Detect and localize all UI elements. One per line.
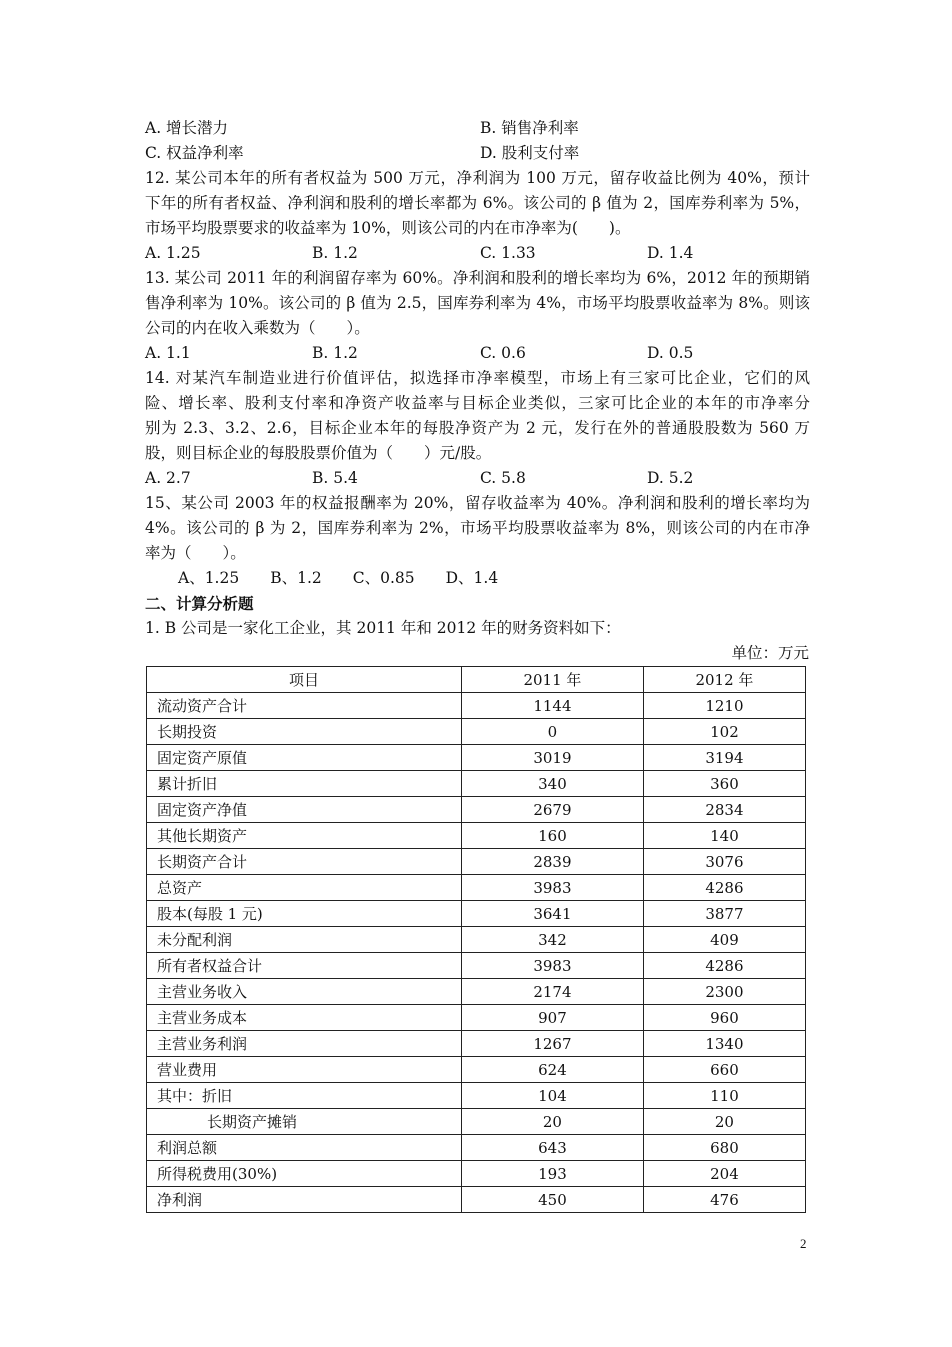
- row-label: 股本(每股 1 元): [147, 901, 462, 927]
- row-label: 其他长期资产: [147, 823, 462, 849]
- value-2011: 3641: [461, 901, 643, 927]
- row-label: 总资产: [147, 875, 462, 901]
- row-label: 利润总额: [147, 1135, 462, 1161]
- value-2011: 1267: [461, 1031, 643, 1057]
- value-2011: 1144: [461, 693, 643, 719]
- value-2011: 104: [461, 1083, 643, 1109]
- q13-line-1: 13. 某公司 2011 年的利润留存率为 60%。净利润和股利的增长率均为 6%，2012 年的预期销: [145, 269, 810, 287]
- table-row: [147, 719, 806, 745]
- q11-option-d: D. 股利支付率: [480, 144, 580, 162]
- q15-line-1: 15、某公司 2003 年的权益报酬率为 20%，留存收益率为 40%。净利润和股利的增长率均为: [145, 494, 810, 512]
- value-2012: 3076: [643, 849, 805, 875]
- q12-option-a: A. 1.25: [145, 244, 201, 262]
- row-label: 其中：折旧: [147, 1083, 462, 1109]
- table-row: [147, 1083, 806, 1109]
- q14-line-4: 股，则目标企业的每股股票价值为（ ）元/股。: [145, 444, 492, 462]
- q13-line-2: 售净利率为 10%。该公司的 β 值为 2.5，国库券利率为 4%，市场平均股票收益率为 8%。则该: [145, 294, 810, 312]
- q13-option-d: D. 0.5: [647, 344, 694, 362]
- q12-option-d: D. 1.4: [647, 244, 694, 262]
- financial-table: [146, 666, 806, 1213]
- value-2012: 360: [643, 771, 805, 797]
- value-2012: 409: [643, 927, 805, 953]
- table-row: [147, 1031, 806, 1057]
- table-row: [147, 1005, 806, 1031]
- value-2011: 20: [461, 1109, 643, 1135]
- q12-line-2: 下年的所有者权益、净利润和股利的增长率都为 6%。该公司的 β 值为 2，国库券利率为 5%，: [145, 194, 810, 212]
- q13-line-3: 公司的内在收入乘数为（ ）。: [145, 319, 370, 337]
- value-2012: 680: [643, 1135, 805, 1161]
- value-2012: 3877: [643, 901, 805, 927]
- row-label: 未分配利润: [147, 927, 462, 953]
- value-2012: 2300: [643, 979, 805, 1005]
- header-item: 项目: [147, 667, 462, 693]
- header-2012: 2012 年: [643, 667, 805, 693]
- table-row: [147, 797, 806, 823]
- q14-line-1: 14. 对某汽车制造业进行价值评估，拟选择市净率模型，市场上有三家可比企业，它们的风: [145, 369, 810, 387]
- table-row: [147, 771, 806, 797]
- q14-option-c: C. 5.8: [480, 469, 526, 487]
- q12-line-3: 市场平均股票要求的收益率为 10%，则该公司的内在市净率为( )。: [145, 219, 631, 237]
- row-label: 所有者权益合计: [147, 953, 462, 979]
- value-2012: 4286: [643, 953, 805, 979]
- value-2012: 1340: [643, 1031, 805, 1057]
- row-label: 流动资产合计: [147, 693, 462, 719]
- value-2012: 140: [643, 823, 805, 849]
- q15-line-3: 率为（ ）。: [145, 544, 246, 562]
- q14-option-d: D. 5.2: [647, 469, 694, 487]
- value-2011: 340: [461, 771, 643, 797]
- header-2011: 2011 年: [461, 667, 643, 693]
- value-2012: 20: [643, 1109, 805, 1135]
- q12-option-c: C. 1.33: [480, 244, 536, 262]
- table-row: [147, 927, 806, 953]
- row-label: 主营业务成本: [147, 1005, 462, 1031]
- row-label: 所得税费用(30%): [147, 1161, 462, 1187]
- table-row: [147, 1161, 806, 1187]
- q14-option-b: B. 5.4: [312, 469, 358, 487]
- row-label: 长期资产摊销: [147, 1109, 462, 1135]
- problem-1-intro: 1. B 公司是一家化工企业，其 2011 年和 2012 年的财务资料如下：: [145, 619, 621, 637]
- unit-label: 单位：万元: [731, 644, 809, 662]
- q13-option-b: B. 1.2: [312, 344, 358, 362]
- row-label: 累计折旧: [147, 771, 462, 797]
- q13-option-c: C. 0.6: [480, 344, 526, 362]
- table-row: [147, 953, 806, 979]
- row-label: 营业费用: [147, 1057, 462, 1083]
- value-2012: 3194: [643, 745, 805, 771]
- value-2011: 3019: [461, 745, 643, 771]
- value-2011: 342: [461, 927, 643, 953]
- section-heading: 二、计算分析题: [145, 594, 254, 613]
- table-row: [147, 849, 806, 875]
- value-2011: 3983: [461, 875, 643, 901]
- q14-line-2: 险、增长率、股利支付率和净资产收益率与目标企业类似，三家可比企业的本年的市净率分: [145, 394, 810, 412]
- table-row: [147, 1135, 806, 1161]
- q11-option-c: C. 权益净利率: [145, 144, 244, 162]
- page-number: 2: [800, 1236, 807, 1251]
- row-label: 主营业务利润: [147, 1031, 462, 1057]
- value-2011: 2174: [461, 979, 643, 1005]
- q12-option-b: B. 1.2: [312, 244, 358, 262]
- value-2011: 643: [461, 1135, 643, 1161]
- q11-option-a: A. 增长潜力: [145, 119, 229, 137]
- row-label: 固定资产原值: [147, 745, 462, 771]
- value-2011: 0: [461, 719, 643, 745]
- value-2011: 907: [461, 1005, 643, 1031]
- row-label: 长期投资: [147, 719, 462, 745]
- value-2012: 204: [643, 1161, 805, 1187]
- table-row: [147, 901, 806, 927]
- value-2011: 2679: [461, 797, 643, 823]
- table-row: [147, 1187, 806, 1213]
- table-row: [147, 979, 806, 1005]
- value-2012: 2834: [643, 797, 805, 823]
- q14-line-3: 别为 2.3、3.2、2.6，目标企业本年的每股净资产为 2 元，发行在外的普通股股数为 560 万: [145, 419, 810, 437]
- value-2012: 960: [643, 1005, 805, 1031]
- q13-option-a: A. 1.1: [145, 344, 191, 362]
- row-label: 主营业务收入: [147, 979, 462, 1005]
- value-2011: 3983: [461, 953, 643, 979]
- value-2011: 624: [461, 1057, 643, 1083]
- value-2012: 102: [643, 719, 805, 745]
- q15-options: A、1.25 B、1.2 C、0.85 D、1.4: [178, 569, 499, 587]
- row-label: 长期资产合计: [147, 849, 462, 875]
- table-row: [147, 1057, 806, 1083]
- table-row: [147, 693, 806, 719]
- q14-option-a: A. 2.7: [145, 469, 191, 487]
- q12-line-1: 12. 某公司本年的所有者权益为 500 万元，净利润为 100 万元，留存收益比例为 40%，预计: [145, 169, 810, 187]
- value-2012: 4286: [643, 875, 805, 901]
- q11-option-b: B. 销售净利率: [480, 119, 579, 137]
- value-2011: 450: [461, 1187, 643, 1213]
- value-2012: 1210: [643, 693, 805, 719]
- table-row: [147, 875, 806, 901]
- row-label: 固定资产净值: [147, 797, 462, 823]
- value-2012: 110: [643, 1083, 805, 1109]
- value-2011: 2839: [461, 849, 643, 875]
- table-row: [147, 823, 806, 849]
- q15-line-2: 4%。该公司的 β 为 2，国库券利率为 2%，市场平均股票收益率为 8%，则该公司的内在市净: [145, 519, 810, 537]
- value-2011: 193: [461, 1161, 643, 1187]
- table-row: [147, 745, 806, 771]
- value-2012: 660: [643, 1057, 805, 1083]
- value-2012: 476: [643, 1187, 805, 1213]
- row-label: 净利润: [147, 1187, 462, 1213]
- table-header-row: [147, 667, 806, 693]
- value-2011: 160: [461, 823, 643, 849]
- table-row: [147, 1109, 806, 1135]
